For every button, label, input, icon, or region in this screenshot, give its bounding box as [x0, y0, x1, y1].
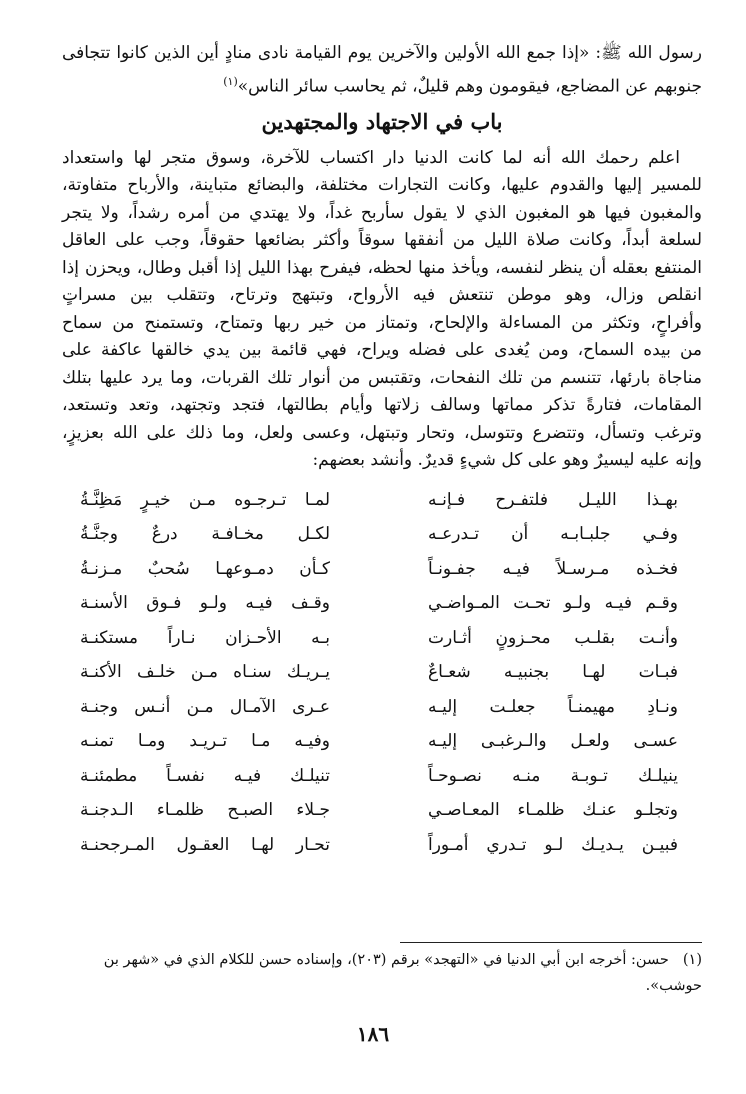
verse-first-hemistich: ونـادِ مهيمنـاً جعلـت إليـه — [428, 696, 678, 717]
page-number: ١٨٦ — [356, 1022, 390, 1046]
poem-verse — [62, 690, 692, 725]
verse-second-hemistich: جـلاء الصبـح ظلمـاء الـدجنـة — [80, 800, 330, 821]
poem-verse — [62, 483, 692, 518]
poem-verse — [62, 759, 692, 794]
verse-second-hemistich: يـريـك سنـاه مـن خلـف الأكنـة — [80, 662, 330, 683]
footnote-line — [62, 947, 702, 973]
footnote-marker: (١) — [223, 74, 238, 88]
intro-line — [62, 68, 702, 101]
body-line: المقامات، فتارةً تذكر مماتها وسالف زلاتها وأيام بطالتها، فتجد وتجتهد، وتعد وتستعد، — [62, 395, 702, 416]
body-paragraph — [62, 145, 702, 475]
body-line: والمغبون فيها هو المغبون الذي لا يقول سأربح غداً، ولا يهتدي من أمره رشداً، ولا يتجر — [62, 202, 702, 223]
body-line: وأفراحٍ، وتكثر من المساءلة والإلحاح، وتمتاز من خير ربها وتمتاح، وتستمنح من سماح — [62, 312, 702, 333]
footnote-number: (١) — [682, 952, 702, 968]
body-line: اعلم رحمك الله أنه لما كانت الدنيا دار اكتساب للآخرة، وسوق متجر لها واستعداد — [62, 147, 680, 168]
page-content — [62, 40, 702, 862]
poem — [62, 483, 702, 863]
verse-first-hemistich: فبـات لهـا بجنبيـه شعـاعٌ — [428, 662, 678, 683]
verse-first-hemistich: وفـي جلبـابـه أن تـدرعـه — [428, 524, 678, 545]
verse-first-hemistich: وتجلـو عنـك ظلمـاء المعـاصـي — [428, 800, 678, 821]
poem-verse — [62, 586, 692, 621]
body-line: وترغب وتسأل، وتتضرع وتتوسل، وتحار وتبتهل، وعسى ولعل، وما ذلك على الله بعزيزٍ، — [62, 422, 702, 443]
body-line: للمسير إليها والقدوم عليها، وكانت التجارات مختلفة، والبضائع متباينة، والأرباح متفاوتة، — [62, 175, 702, 196]
poem-verse — [62, 828, 692, 863]
intro-line: رسول الله ﷺ: «إذا جمع الله الأولين والآخرين يوم القيامة نادى منادٍ أين الذين كانوا تتجافى — [62, 43, 702, 63]
poem-verse — [62, 517, 692, 552]
body-line: انقلص وزال، وهو موطن تنتعش فيه الأرواح، وتبتهج وترتاح، وتتقلب بين مسراتٍ — [62, 285, 702, 306]
intro-paragraph — [62, 40, 702, 101]
verse-first-hemistich: بهـذا الليـل فلتفـرح فـإنـه — [428, 489, 678, 510]
verse-second-hemistich: لمـا تـرجـوه مـن خيـرٍ مَظِنَّـةُ — [80, 489, 330, 510]
verse-second-hemistich: لكـل مخـافـة درعٌ وجنَّـةُ — [80, 524, 330, 545]
body-line: المنتفع بعقله أن ينظر لنفسه، ويأخذ منها لحظه، فيفرح بهذا الليل إذا أقبل وطال، ويحزن إذا — [62, 257, 702, 278]
body-line: مناجاة بارئها، تتنسم من تلك النفحات، وتقتبس من أنوار تلك القربات، وما يرد عليها بتلك — [62, 367, 702, 388]
footnote-line: حوشب». — [645, 978, 702, 994]
section-heading: باب في الاجتهاد والمجتهدين — [261, 108, 503, 134]
body-line: وإنه عليه ليسيرٌ وهو على كل شيءٍ قديرٌ. وأنشد بعضهم: — [312, 450, 702, 471]
body-line: من بيده السماح، ومن يُغدى على فضله ويراح، فهي قائمة بين يدي خالقها عاكفة على — [62, 340, 702, 361]
footnote-divider — [400, 942, 702, 943]
verse-second-hemistich: تنيلـك فيـه نفسـاً مطمئنـة — [80, 765, 330, 786]
verse-first-hemistich: ينيلـك تـوبـة منـه نصـوحـاً — [428, 765, 678, 786]
verse-first-hemistich: فبيـن يـديـك لـو تـدري أمـوراً — [428, 834, 678, 855]
verse-first-hemistich: وقـم فيـه ولـو تحـت المـواضـي — [428, 593, 678, 614]
verse-second-hemistich: وقـف فيـه ولـو فـوق الأسنـة — [80, 593, 330, 614]
body-line: لسلعة أبداً، وكانت صلاة الليل من أنفقها سوقاً وأكثر بضائعها حقوقاً، وجب على العاقل — [62, 230, 702, 251]
verse-first-hemistich: عسـى ولعـل والـرغبـى إليـه — [428, 731, 678, 752]
verse-second-hemistich: كـأن دمـوعهـا سُحبٌ مـزنـةُ — [80, 558, 330, 579]
intro-line-text: جنوبهم عن المضاجع، فيقومون وهم قليلٌ، ثم يحاسب سائر الناس» — [237, 76, 702, 97]
poem-verse — [62, 552, 692, 587]
poem-verse — [62, 655, 692, 690]
verse-second-hemistich: بـه الأحـزان نـاراً مستكنـة — [80, 627, 330, 648]
poem-verse — [62, 621, 692, 656]
poem-verse — [62, 724, 692, 759]
footnote-text: حسن: أخرجه ابن أبي الدنيا في «التهجد» برقم (٢٠٣)، وإسناده حسن للكلام الذي في «شهر بن — [103, 952, 669, 968]
verse-first-hemistich: وأنـت بقلـب محـزونٍ أثـارت — [428, 627, 678, 648]
verse-second-hemistich: تحـار لهـا العقـول المـرجحنـة — [80, 834, 330, 855]
footnote — [62, 947, 702, 999]
verse-second-hemistich: عـرى الآمـال مـن أنـس وجنـة — [80, 696, 330, 717]
verse-first-hemistich: فخـذه مـرسـلاً فيـه جفـونـاً — [428, 558, 678, 579]
verse-second-hemistich: وفيـه مـا تـريـد ومـا تمنـه — [80, 731, 330, 752]
poem-verse — [62, 793, 692, 828]
